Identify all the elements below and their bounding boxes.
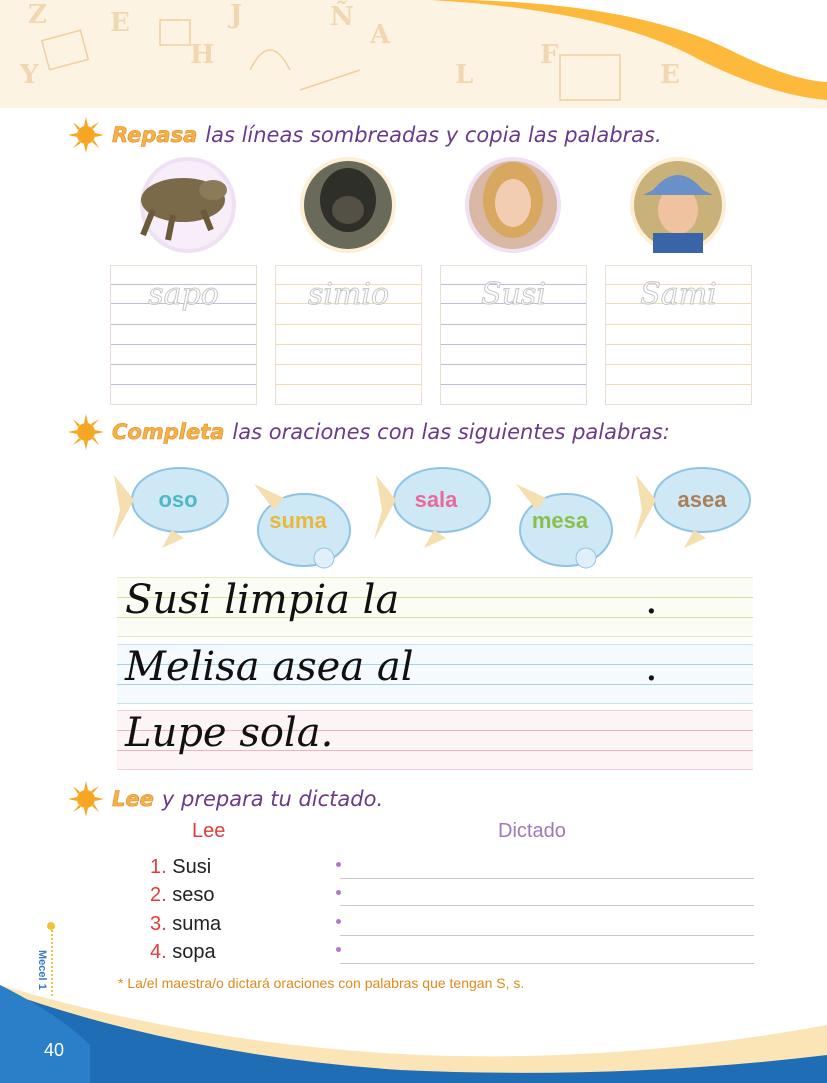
sentence-strip-1[interactable] — [117, 577, 753, 637]
side-label: Mecel 1 — [36, 950, 48, 990]
gorilla-photo — [293, 155, 403, 255]
dictation-bullet — [336, 890, 341, 895]
dictation-bullet — [336, 862, 341, 867]
instruction-keyword: Completa — [112, 420, 225, 444]
header-decor-letter: E — [660, 60, 680, 90]
writing-box-sami[interactable] — [605, 265, 752, 405]
fish-word-sala: sala — [414, 487, 458, 512]
list-item: 2. seso — [150, 884, 215, 906]
sentence-text: Lupe sola. — [125, 710, 334, 756]
header-decor-letter: F — [540, 40, 559, 70]
instruction-text: las líneas sombreadas y copia las palabras. — [205, 123, 662, 147]
traced-word: sapo — [148, 277, 219, 312]
list-item: 1. Susi — [150, 856, 212, 878]
fish-word-suma: suma — [269, 508, 327, 533]
instruction-keyword: Lee — [112, 787, 154, 811]
fish-word-oso: oso — [158, 487, 198, 512]
toad-photo — [128, 155, 238, 255]
instruction-lee — [68, 782, 383, 816]
traced-word: simio — [307, 277, 390, 312]
header-wave-decor — [0, 0, 827, 108]
dictation-line[interactable] — [340, 905, 754, 906]
fish-word-mesa: mesa — [531, 508, 589, 533]
header-decor-letter: J — [230, 0, 243, 30]
side-marker-line — [51, 926, 53, 996]
column-header-dictado: Dictado — [498, 820, 566, 842]
instruction-completa — [68, 415, 670, 449]
header-decor-letter: Y — [20, 60, 39, 90]
boy-photo — [623, 155, 733, 255]
sentence-period: . — [645, 644, 658, 690]
sentence-strip-3[interactable] — [117, 710, 753, 770]
sentence-strip-2[interactable] — [117, 644, 753, 704]
page-number: 40 — [44, 1040, 65, 1060]
sun-icon — [68, 781, 104, 817]
traced-word: Sami — [640, 277, 717, 312]
girl-photo — [458, 155, 568, 255]
header-decor-letter: H — [190, 40, 215, 70]
instruction-repasa — [68, 118, 662, 152]
header-decor-letter: Z — [28, 0, 47, 30]
sentence-text: Melisa asea al — [125, 644, 414, 690]
teacher-note: * La/el maestra/o dictará oraciones con palabras que tengan S, s. — [118, 975, 525, 991]
list-item: 3. suma — [150, 913, 222, 935]
dictation-line[interactable] — [340, 878, 754, 879]
fish-word-asea: asea — [677, 487, 727, 512]
writing-box-susi[interactable] — [440, 265, 587, 405]
writing-box-sapo[interactable] — [110, 265, 257, 405]
writing-box-simio[interactable] — [275, 265, 422, 405]
column-header-lee: Lee — [192, 820, 226, 842]
instruction-text: las oraciones con las siguientes palabras: — [232, 420, 670, 444]
header-decor-letter: A — [370, 20, 391, 50]
dictation-line[interactable] — [340, 963, 754, 964]
dictation-bullet — [336, 919, 341, 924]
instruction-text: y prepara tu dictado. — [161, 787, 384, 811]
header-decor-letter: Ñ — [330, 2, 354, 32]
dictation-line[interactable] — [340, 935, 754, 936]
header-decor-letter: E — [110, 8, 130, 38]
sentence-period: . — [645, 577, 658, 623]
sentence-text: Susi limpia la — [125, 577, 400, 623]
header-decor-letter: L — [455, 60, 474, 90]
footer-wave — [0, 985, 827, 1083]
list-item: 4. sopa — [150, 941, 216, 963]
instruction-keyword: Repasa — [112, 123, 198, 147]
sun-icon — [68, 117, 104, 153]
traced-word: Susi — [481, 277, 546, 312]
sun-icon — [68, 414, 104, 450]
page-header — [0, 0, 827, 108]
dictation-bullet — [336, 947, 341, 952]
